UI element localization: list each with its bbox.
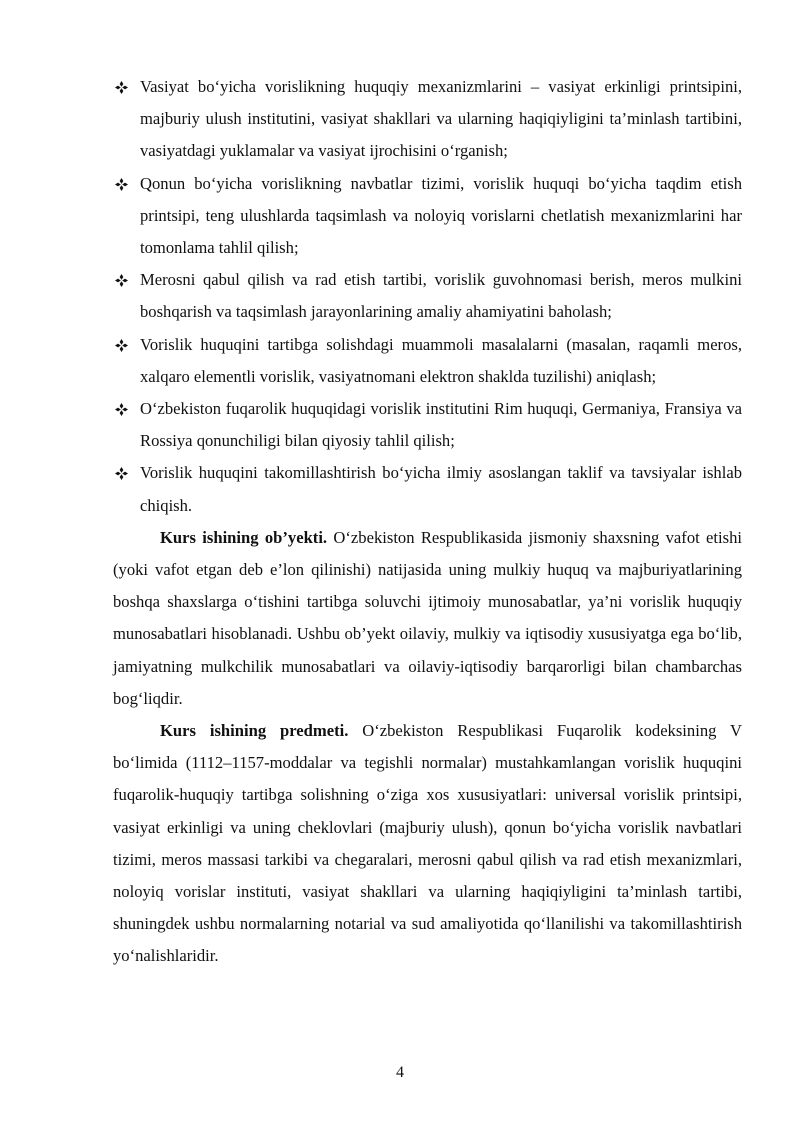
list-item-text: Vorislik huquqini tartibga solishdagi muammoli masalalarni (masalan, raqamli meros, xalqaro elementli vorislik, vasiyatnomani elektron shaklda tuzilishi) aniqlash;: [140, 334, 742, 386]
document-page: [113, 71, 742, 973]
list-item-text: Qonun bo‘yicha vorislikning navbatlar tizimi, vorislik huquqi bo‘yicha taqdim etish printsipi, teng ulushlarda taqsimlash va noloyiq vorislarni chetlatish mexanizmlarini har tomonlama tahlil qilish;: [140, 173, 742, 258]
subject-text: O‘zbekiston Respublikasi Fuqarolik kodeksining V bo‘limida (1112–1157-moddalar va tegishli normalar) mustahkamlangan vorislik huquqini fuqarolik-huquqiy tartibga solishning o‘ziga xos xususiyatlari: universal vorislik printsipi, vasiyat erkinligi va uning cheklovlari (majburiy ulush), qonun bo‘yicha vorislik navbatlari tizimi, meros massasi tarkibi va chegaralari, merosni qabul qilish va rad etish mexanizmlari, noloyiq vorislar instituti, vasiyat shakllari va ularning haqiqiyligini ta’minlash tartibi, shuningdek ushbu normalarning notarial va sud amaliyotida qo‘llanilishi va takomillashtirish yo‘nalishlaridir.: [113, 721, 742, 966]
list-item-text: Merosni qabul qilish va rad etish tartibi, vorislik guvohnomasi berish, meros mulkini boshqarish va taqsimlash jarayonlarining amaliy ahamiyatini baholash;: [140, 270, 742, 322]
object-text: O‘zbekiston Respublikasida jismoniy shaxsning vafot etishi (yoki vafot etgan deb e’lon qilinishi) natijasida uning mulkiy huquq va majburiyatlarining boshqa shaxslarga o‘tishini tartibga soluvchi ijtimoiy munosabatlar, ya’ni vorislik huquqiy munosabatlari hisoblanadi. Ushbu ob’yekt oilaviy, mulkiy va iqtisodiy xususiyatga ega bo‘lib, jamiyatning mulkchilik munosabatlari va oilaviy-iqtisodiy barqarorligi bilan chambarchas bog‘liqdir.: [113, 527, 742, 708]
subject-heading: Kurs ishining predmeti.: [160, 721, 349, 741]
diamond-bullet-icon: [115, 178, 128, 191]
list-item-text: Vorislik huquqini takomillashtirish bo‘yicha ilmiy asoslangan taklif va tavsiyalar ishlab chiqish.: [140, 463, 742, 515]
list-item-text: Vasiyat bo‘yicha vorislikning huquqiy mexanizmlarini – vasiyat erkinligi printsipini, majburiy ulush institutini, vasiyat shakllari va ularning haqiqiyligini ta’minlash tartibini, vasiyatdagi yuklamalar va vasiyat ijrochisini o‘rganish;: [140, 77, 742, 161]
list-item: [113, 457, 742, 521]
diamond-bullet-icon: [115, 403, 128, 416]
objectives-list: [113, 71, 742, 522]
page-number: 4: [396, 1064, 404, 1081]
list-item: [113, 393, 742, 457]
list-item-text: O‘zbekiston fuqarolik huquqidagi vorislik institutini Rim huquqi, Germaniya, Fransiya va Rossiya qonunchiligi bilan qiyosiy tahlil qilish;: [140, 399, 742, 451]
list-item: [113, 264, 742, 328]
subject-paragraph: [113, 715, 742, 973]
diamond-bullet-icon: [115, 81, 128, 94]
object-paragraph: [113, 522, 742, 715]
list-item: [113, 71, 742, 168]
diamond-bullet-icon: [115, 467, 128, 480]
diamond-bullet-icon: [115, 339, 128, 352]
list-item: [113, 168, 742, 265]
object-heading: Kurs ishining ob’yekti.: [160, 527, 328, 547]
diamond-bullet-icon: [115, 274, 128, 287]
list-item: [113, 329, 742, 393]
